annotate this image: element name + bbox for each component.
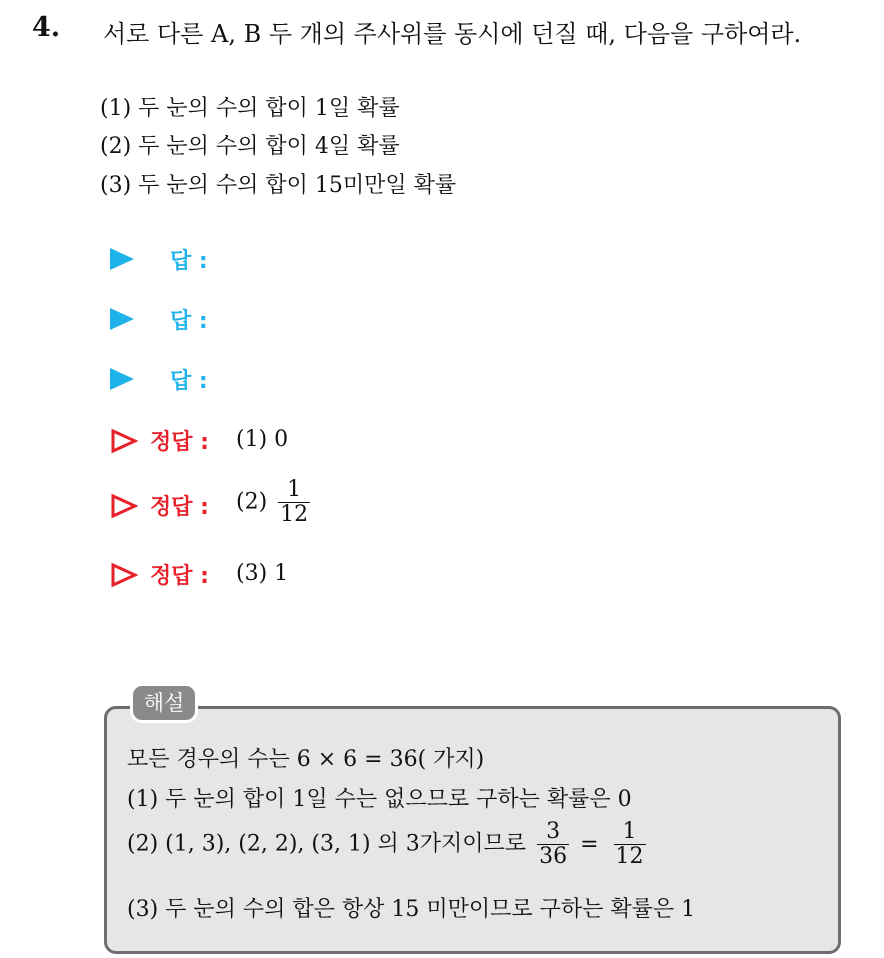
outline-triangle-icon: [110, 562, 138, 588]
correct-value-2: [236, 478, 310, 527]
correct-label-2: 정답 :: [150, 495, 209, 520]
correct-label-3: 정답 :: [150, 564, 209, 589]
explanation-tab: 해설: [130, 683, 198, 723]
fraction-denominator: 12: [280, 502, 309, 528]
fraction-numerator: 1: [614, 820, 646, 845]
outline-triangle-icon: [110, 428, 138, 454]
explanation-line-2-prefix: (2) (1, 3), (2, 2), (3, 1) 의 3가지이므로: [127, 831, 527, 857]
fraction: [537, 820, 569, 869]
explanation-line-0: 모든 경우의 수는 6 × 6 = 36( 가지): [127, 747, 485, 772]
correct-value-2-prefix: (2): [236, 489, 268, 515]
fraction-denominator: 36: [539, 844, 568, 870]
sub-question-1: (1) 두 눈의 수의 합이 1일 확률: [100, 96, 400, 121]
sub-question-3: (3) 두 눈의 수의 합이 15미만일 확률: [100, 173, 457, 198]
correct-value-3: (3) 1: [236, 561, 289, 586]
filled-triangle-icon: [110, 248, 134, 270]
filled-triangle-icon: [110, 368, 134, 390]
explanation-line-1: (1) 두 눈의 합이 1일 수는 없으므로 구하는 확률은 0: [127, 787, 632, 812]
fraction-numerator: 3: [537, 820, 569, 845]
correct-label-1: 정답 :: [150, 430, 209, 455]
fraction: [278, 478, 310, 527]
answer-label-3: 답 :: [170, 369, 208, 394]
fraction: [614, 820, 646, 869]
answer-label-2: 답 :: [170, 309, 208, 334]
fraction-numerator: 1: [278, 478, 310, 503]
outline-triangle-icon: [110, 493, 138, 519]
equals-sign: =: [580, 831, 599, 857]
answer-label-1: 답 :: [170, 249, 208, 274]
problem-number: 4.: [32, 12, 61, 43]
correct-value-1: (1) 0: [236, 427, 289, 452]
fraction-denominator: 12: [615, 844, 644, 870]
explanation-line-2: [127, 820, 646, 869]
explanation-line-3: (3) 두 눈의 수의 합은 항상 15 미만이므로 구하는 확률은 1: [127, 897, 696, 922]
filled-triangle-icon: [110, 308, 134, 330]
sub-question-2: (2) 두 눈의 수의 합이 4일 확률: [100, 134, 400, 159]
question-text: 서로 다른 A, B 두 개의 주사위를 동시에 던질 때, 다음을 구하여라.: [103, 20, 802, 48]
